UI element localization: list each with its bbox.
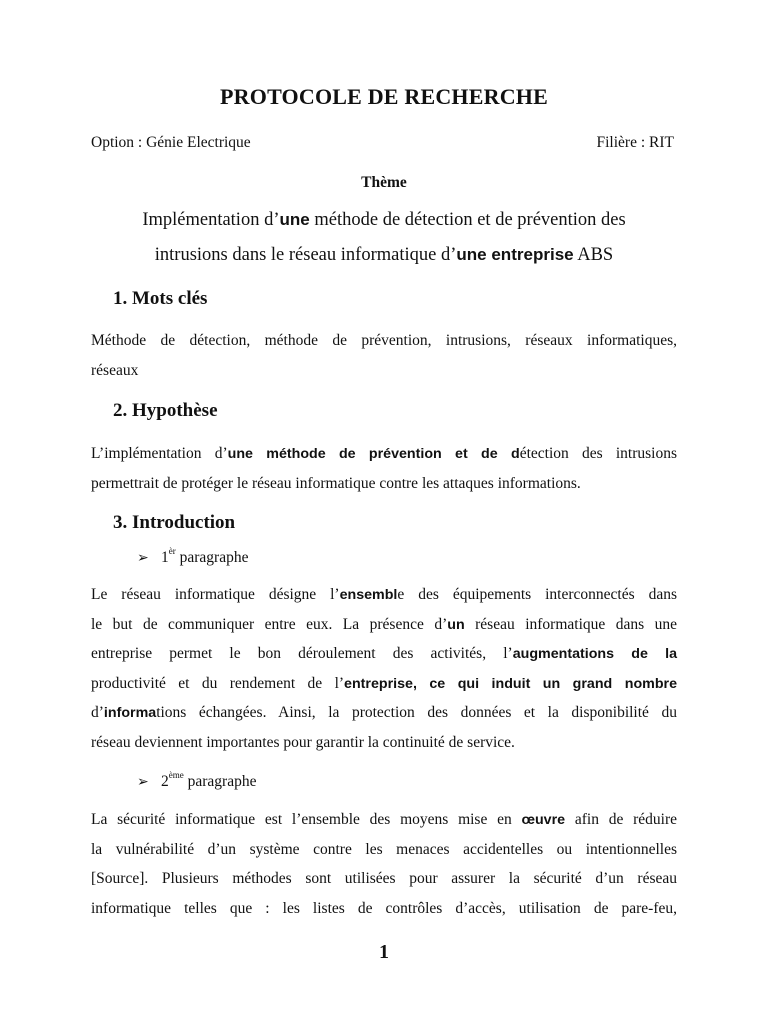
paragraph-line bbox=[91, 805, 677, 835]
bullet-paragraph-2 bbox=[137, 770, 256, 791]
intro-paragraph-1 bbox=[91, 580, 677, 758]
filiere-label: Filière : RIT bbox=[596, 134, 674, 151]
keywords-paragraph bbox=[91, 326, 677, 385]
theme-text-bold: une entreprise bbox=[456, 245, 574, 264]
text-run: tions échangées. Ainsi, la protection des données et la disponibilité du bbox=[156, 704, 677, 722]
paragraph-line bbox=[91, 698, 677, 728]
document-title: PROTOCOLE DE RECHERCHE bbox=[220, 84, 548, 109]
arrow-bullet-icon: ➢ bbox=[137, 550, 149, 566]
paragraph-line: Méthode de détection, méthode de prévention, intrusions, réseaux informatiques, bbox=[91, 332, 677, 349]
page-number: 1 bbox=[379, 941, 389, 963]
text-run: e des équipements interconnectés dans bbox=[397, 586, 677, 603]
paragraph-line bbox=[91, 580, 677, 610]
paragraph-line: [Source]. Plusieurs méthodes sont utilisées pour assurer la sécurité d’un réseau bbox=[91, 870, 677, 888]
paragraph-line: réseau deviennent importantes pour garantir la continuité de service. bbox=[91, 733, 515, 751]
bullet-text: paragraphe bbox=[175, 549, 249, 566]
text-run: d’ bbox=[91, 704, 104, 722]
bullet-superscript: ème bbox=[168, 770, 184, 780]
text-run: productivité et du rendement de l’ bbox=[91, 674, 345, 692]
intro-paragraph-2 bbox=[91, 805, 677, 923]
arrow-bullet-icon: ➢ bbox=[137, 774, 149, 790]
paragraph-line: informatique telles que : les listes de contrôles d’accès, utilisation de pare-feu, bbox=[91, 899, 677, 917]
bullet-text: paragraphe bbox=[183, 773, 257, 790]
text-run-bold: augmentations de la bbox=[512, 646, 677, 663]
theme-line-2 bbox=[0, 245, 768, 266]
section-heading-mots-cles bbox=[113, 288, 207, 310]
text-run: afin de réduire bbox=[565, 811, 677, 828]
bullet-number: 1 bbox=[161, 549, 169, 566]
section-number: 2. bbox=[113, 400, 128, 421]
section-title: Hypothèse bbox=[132, 400, 218, 421]
text-run-bold: une méthode de prévention et de d bbox=[227, 446, 520, 462]
text-run-bold: informa bbox=[103, 705, 157, 722]
bullet-paragraph-1 bbox=[137, 546, 248, 567]
text-run-bold: un bbox=[447, 616, 465, 633]
bullet-superscript: èr bbox=[168, 546, 176, 556]
text-run-bold: œuvre bbox=[521, 812, 566, 828]
theme-text: intrusions dans le réseau informatique d’ bbox=[154, 245, 457, 265]
paragraph-line: la vulnérabilité d’un système contre les menaces accidentelles ou intentionnelles bbox=[91, 840, 677, 858]
hypothesis-paragraph bbox=[91, 439, 677, 498]
bullet-number: 2 bbox=[161, 773, 169, 790]
theme-text-bold: une bbox=[279, 210, 310, 229]
theme-text: méthode de détection et de prévention des bbox=[309, 210, 626, 230]
text-run: Le réseau informatique désigne l’ bbox=[91, 586, 340, 603]
text-run: L’implémentation d’ bbox=[91, 445, 228, 462]
text-run: étection des intrusions bbox=[519, 445, 677, 462]
section-heading-hypothese bbox=[113, 400, 218, 422]
text-run: réseau informatique dans une bbox=[464, 615, 677, 633]
text-run: entreprise permet le bon déroulement des activités, l’ bbox=[91, 645, 513, 663]
theme-label: Thème bbox=[361, 174, 407, 191]
text-run-bold: ensembl bbox=[339, 587, 398, 603]
theme-line-1 bbox=[0, 210, 768, 231]
text-run-bold: entreprise, ce qui induit un grand nombre bbox=[344, 675, 677, 692]
paragraph-line: réseaux bbox=[91, 361, 139, 379]
option-label: Option : Génie Electrique bbox=[91, 134, 251, 151]
section-number: 3. bbox=[113, 512, 128, 533]
section-title: Mots clés bbox=[132, 288, 208, 309]
paragraph-line bbox=[91, 439, 677, 469]
paragraph-line bbox=[91, 610, 677, 640]
theme-text: ABS bbox=[573, 245, 614, 265]
section-heading-introduction bbox=[113, 512, 235, 534]
paragraph-line: permettrait de protéger le réseau informatique contre les attaques informations. bbox=[91, 474, 581, 492]
paragraph-line bbox=[91, 669, 677, 699]
theme-text: Implémentation d’ bbox=[142, 210, 280, 230]
text-run: le but de communiquer entre eux. La présence d’ bbox=[91, 615, 448, 633]
section-number: 1. bbox=[113, 288, 128, 309]
text-run: La sécurité informatique est l’ensemble des moyens mise en bbox=[91, 811, 522, 828]
paragraph-line bbox=[91, 639, 677, 669]
section-title: Introduction bbox=[132, 512, 236, 533]
